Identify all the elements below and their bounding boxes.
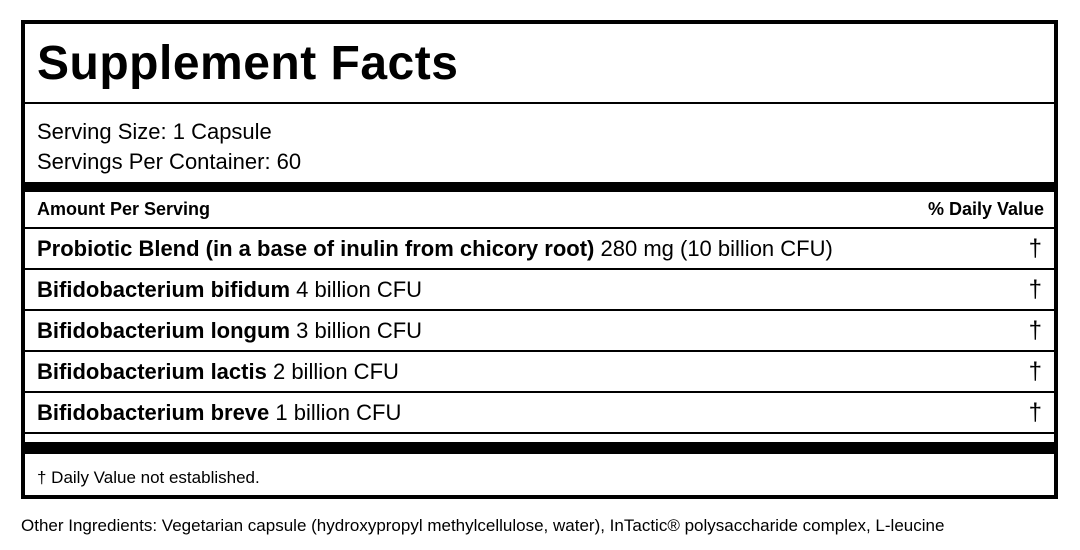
nutrient-row [25,311,1054,352]
nutrient-row [25,352,1054,393]
nutrient-row [25,270,1054,311]
nutrient-name: Bifidobacterium lactis [37,358,267,384]
column-header-row [25,192,1054,229]
nutrient-row [25,229,1054,270]
nutrient-amount: 280 mg (10 billion CFU) [600,235,833,261]
amount-per-serving-header: Amount Per Serving [37,199,211,219]
nutrient-row [25,393,1054,434]
nutrient-amount: 2 billion CFU [272,358,399,384]
daily-value-dagger: † [1028,316,1042,344]
daily-value-header: % Daily Value [927,199,1044,219]
daily-value-dagger: † [1028,398,1042,426]
daily-value-dagger: † [1028,275,1042,303]
nutrient-name: Bifidobacterium breve [37,399,270,425]
footnote: † Daily Value not established. [37,468,260,487]
nutrient-amount: 1 billion CFU [275,399,402,425]
supplement-facts-panel [21,20,1058,499]
nutrient-amount: 4 billion CFU [296,276,423,302]
servings-per-container: Servings Per Container: 60 [37,149,302,174]
daily-value-dagger: † [1028,357,1042,385]
nutrient-amount: 3 billion CFU [296,317,423,343]
nutrient-name: Bifidobacterium longum [37,317,290,343]
serving-info [25,104,1054,182]
nutrient-name: Probiotic Blend (in a base of inulin from chicory root) [37,235,595,261]
panel-title: Supplement Facts [25,24,1054,104]
thick-divider [25,182,1054,192]
daily-value-dagger: † [1028,234,1042,262]
thick-divider-bottom [25,444,1054,454]
nutrient-name: Bifidobacterium bifidum [37,276,290,302]
empty-row [25,434,1054,444]
other-ingredients: Other Ingredients: Vegetarian capsule (hydroxypropyl methylcellulose, water), InTactic® polysaccharide complex, L-leucine [21,516,945,535]
serving-size: Serving Size: 1 Capsule [37,119,272,144]
